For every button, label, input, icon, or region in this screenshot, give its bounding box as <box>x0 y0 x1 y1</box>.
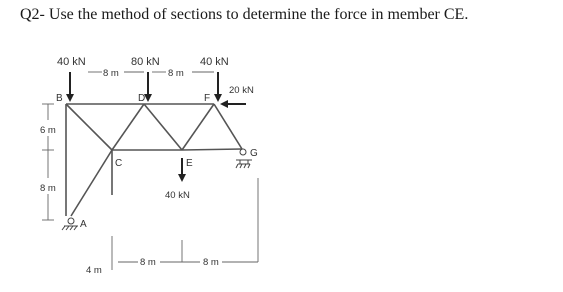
dim-label-bottom-left: 8 m <box>140 257 156 268</box>
question-text: Q2- Use the method of sections to determine the force in member CE. <box>20 6 469 23</box>
dim-label-bottom-right: 8 m <box>203 257 219 268</box>
support-A <box>62 218 78 230</box>
node-label-D: D <box>138 93 146 104</box>
member-EF <box>182 104 214 150</box>
member-EG <box>182 149 242 150</box>
load-label-horizontal-F: 20 kN <box>229 85 254 96</box>
node-label-B: B <box>56 93 63 104</box>
load-label-F: 40 kN <box>200 56 229 68</box>
dim-label-BD: 8 m <box>103 68 119 79</box>
dimension-lines <box>42 72 258 270</box>
member-BC <box>66 104 112 150</box>
dim-label-A-offset: 4 m <box>86 265 102 276</box>
truss-members <box>66 104 242 216</box>
node-label-C: C <box>115 158 123 169</box>
dim-label-upper-panel: 6 m <box>40 125 56 136</box>
node-label-E: E <box>186 158 193 169</box>
dim-label-DF: 8 m <box>168 68 184 79</box>
load-label-E: 40 kN <box>165 190 190 201</box>
member-AC <box>71 150 112 216</box>
member-CD <box>112 104 144 150</box>
member-DE <box>144 104 182 150</box>
member-FG <box>214 104 242 149</box>
dim-label-lower-panel: 8 m <box>40 183 56 194</box>
node-label-A: A <box>80 219 87 230</box>
load-arrows <box>70 72 246 180</box>
load-label-D: 80 kN <box>131 56 160 68</box>
node-label-G: G <box>250 148 258 159</box>
load-label-B: 40 kN <box>57 56 86 68</box>
node-label-F: F <box>204 93 211 104</box>
